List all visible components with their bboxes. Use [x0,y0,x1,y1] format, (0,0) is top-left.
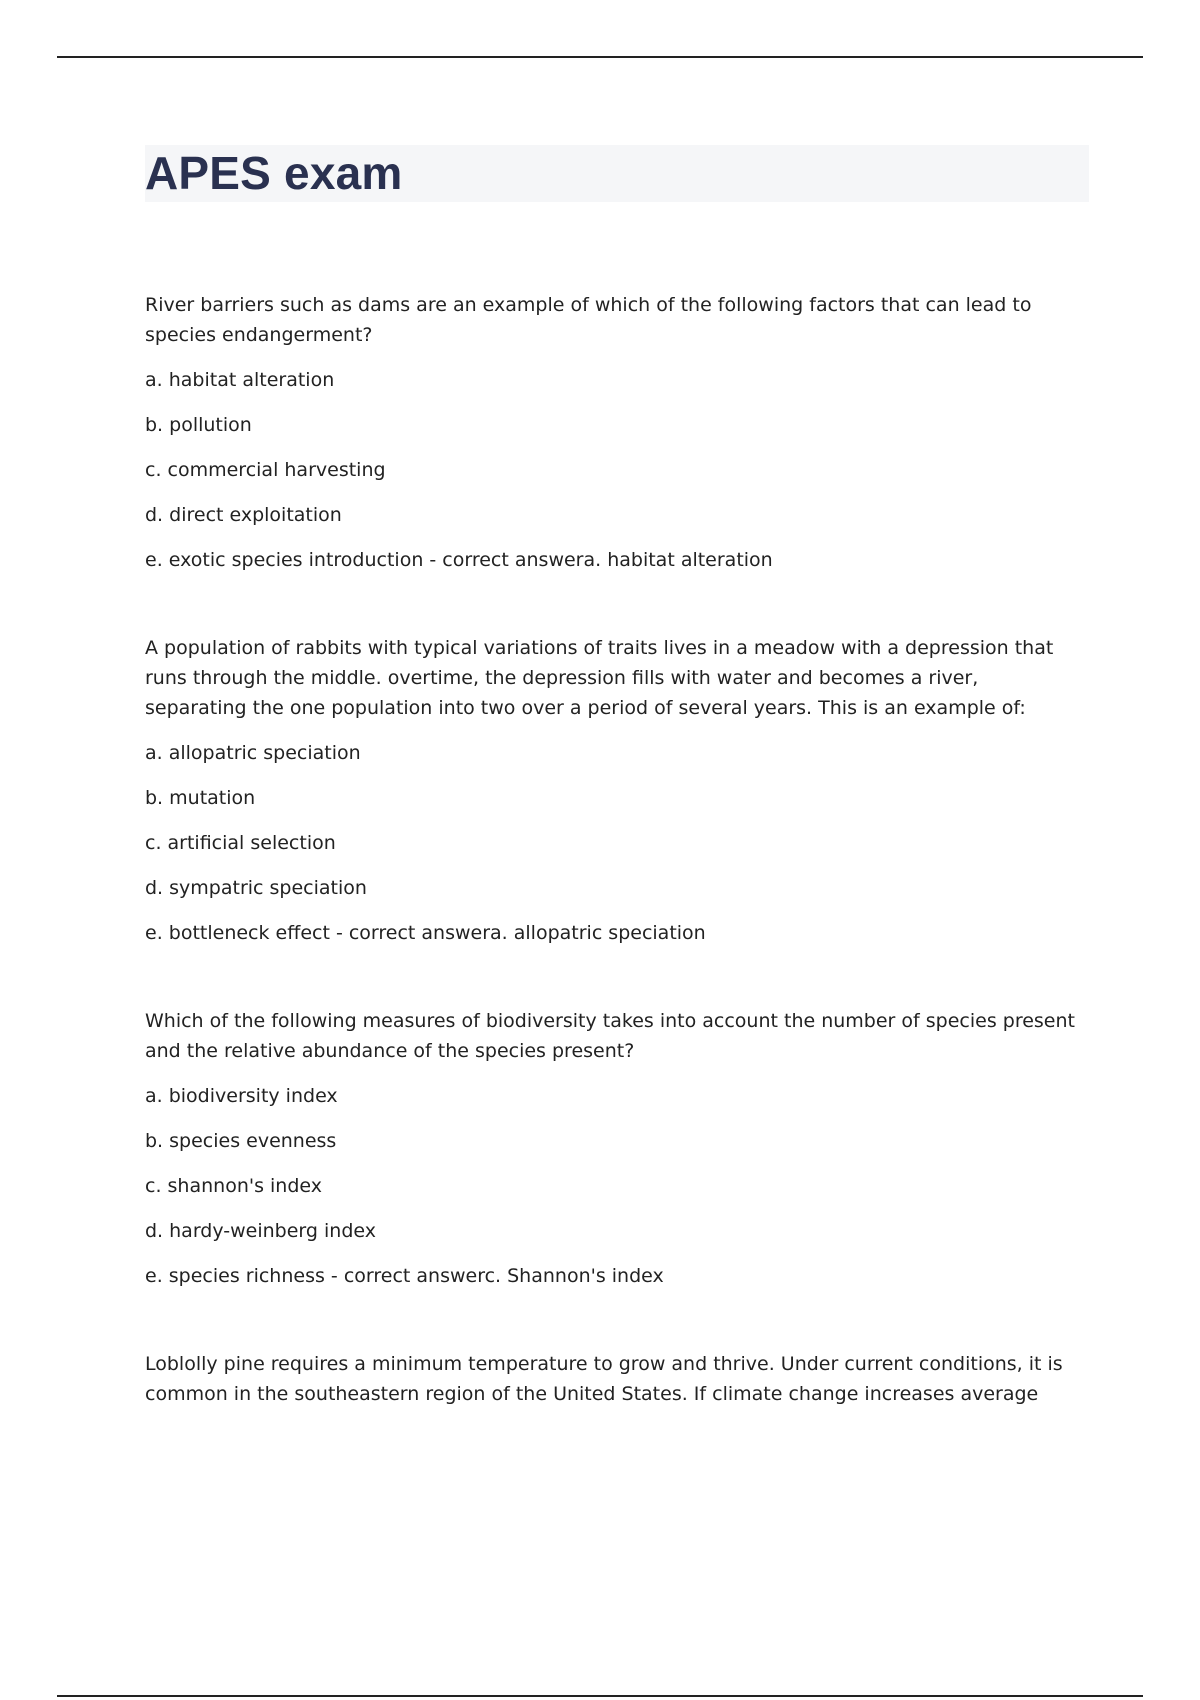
option-c: c. artificial selection [145,832,336,854]
option-e-with-answer: e. exotic species introduction - correct answera. habitat alteration [145,549,773,571]
option-c: c. shannon's index [145,1175,323,1197]
question-block [145,1006,1085,1291]
option-b: b. mutation [145,787,256,809]
option-b: b. pollution [145,414,252,436]
option-d: d. sympatric speciation [145,877,367,899]
question-text: Which of the following measures of biodiversity takes into account the number of species present and the relative abundance of the species present? [145,1010,1075,1062]
option-d: d. hardy-weinberg index [145,1220,376,1242]
question-block [145,633,1085,948]
option-a: a. biodiversity index [145,1085,338,1107]
option-c: c. commercial harvesting [145,459,386,481]
options-list [145,738,1085,948]
question-text: A population of rabbits with typical variations of traits lives in a meadow with a depression that runs through the middle. overtime, the depression fills with water and becomes a river, separating the one population into two over a period of several years. This is an example of: [145,637,1054,719]
options-list [145,1081,1085,1291]
bottom-rule [57,1695,1143,1697]
question-block [145,1349,1085,1409]
option-a: a. allopatric speciation [145,742,361,764]
question-text: Loblolly pine requires a minimum temperature to grow and thrive. Under current conditions, it is common in the southeastern region of the United States. If climate change increases average [145,1353,1063,1405]
option-e-with-answer: e. species richness - correct answerc. Shannon's index [145,1265,664,1287]
option-d: d. direct exploitation [145,504,342,526]
option-b: b. species evenness [145,1130,337,1152]
option-e-with-answer: e. bottleneck effect - correct answera. allopatric speciation [145,922,706,944]
document-title: APES exam [145,147,403,199]
options-list [145,365,1085,575]
question-text: River barriers such as dams are an example of which of the following factors that can lead to species endangerment? [145,294,1032,346]
document-body [145,290,1085,1467]
question-block [145,290,1085,575]
option-a: a. habitat alteration [145,369,335,391]
top-rule [57,56,1143,58]
